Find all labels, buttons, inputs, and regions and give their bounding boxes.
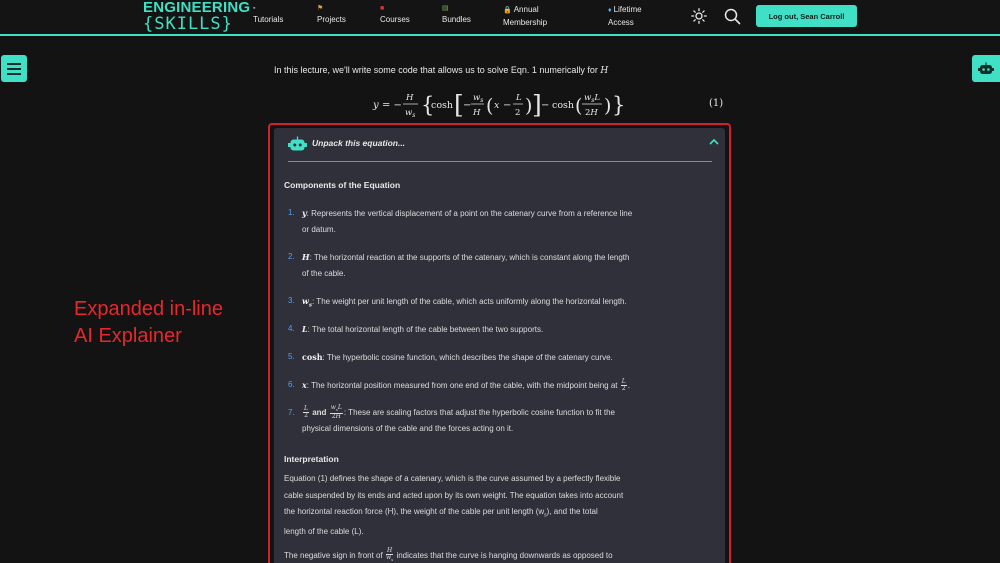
intro-text: In this lecture, we'll write some code that allows us to solve Eqn. 1 numerically for bbox=[274, 65, 598, 75]
nav-tutorials[interactable] bbox=[253, 4, 283, 26]
svg-text:cosh: cosh bbox=[431, 100, 454, 111]
svg-text:−: − bbox=[541, 100, 550, 111]
symbol: cosh bbox=[302, 352, 323, 362]
fraction-wsL-over-2H: $\frac{w_sL}{2H}$ bbox=[330, 404, 342, 421]
svg-text:): ) bbox=[604, 95, 612, 117]
svg-text:−: − bbox=[503, 100, 512, 111]
interpretation-paragraph bbox=[284, 471, 714, 541]
list-number: 3. bbox=[288, 296, 295, 305]
hamburger-menu-icon[interactable] bbox=[1, 55, 27, 82]
nav-projects-label: Projects bbox=[317, 15, 346, 24]
symbol: L bbox=[302, 324, 308, 334]
nav-lifetime-label: Lifetime bbox=[613, 5, 642, 14]
catenary-equation bbox=[370, 88, 660, 122]
theme-toggle-sun-icon[interactable] bbox=[691, 8, 707, 24]
annotation-line2: AI Explainer bbox=[74, 325, 182, 347]
svg-text:−: − bbox=[463, 100, 472, 111]
book-icon: ▪ bbox=[253, 5, 256, 12]
symbol-subscript: s bbox=[308, 302, 312, 309]
svg-text:[: [ bbox=[454, 90, 464, 119]
svg-text:ws: $w_s$ bbox=[473, 93, 484, 104]
list-number: 6. bbox=[288, 380, 295, 389]
svg-text:= −: = − bbox=[382, 100, 402, 111]
svg-text:{: { bbox=[421, 93, 435, 117]
nav-courses-label: Courses bbox=[380, 15, 410, 24]
symbol: w bbox=[302, 296, 309, 306]
list-number: 2. bbox=[288, 252, 295, 261]
item-text-cont: of the cable. bbox=[302, 269, 346, 278]
annotation-label bbox=[74, 296, 223, 350]
svg-text:H: H bbox=[473, 108, 481, 118]
nav-tutorials-label: Tutorials bbox=[253, 15, 284, 24]
logo-text-line1: ENGINEERING bbox=[143, 0, 251, 16]
svg-text:y: y bbox=[373, 100, 379, 111]
nav-access-label: Access bbox=[608, 18, 634, 27]
fraction-H-over-ws: $\frac{H}{w_s}$ bbox=[385, 547, 394, 563]
equation-number: (1) bbox=[709, 98, 724, 109]
fraction-L-over-2: $\frac{L}{2}$ bbox=[304, 405, 308, 420]
item-text: : Represents the vertical displacement of a point on the catenary curve from a reference line bbox=[306, 209, 633, 218]
svg-text:]: ] bbox=[532, 90, 542, 119]
item-text-cont: physical dimensions of the cable and the forces acting on it. bbox=[302, 424, 514, 433]
list-number: 4. bbox=[288, 324, 295, 333]
svg-text:ws: $w_s$ bbox=[405, 108, 416, 119]
svg-text:L: L bbox=[516, 93, 522, 103]
site-logo[interactable] bbox=[143, 0, 250, 33]
nav-annual-membership[interactable] bbox=[503, 4, 547, 29]
diamond-icon: ♦ bbox=[608, 7, 612, 14]
para-text-end: indicates that the curve is hanging downwards as opposed to bbox=[396, 551, 613, 560]
red-book-icon: ■ bbox=[380, 5, 385, 12]
item-text: : The horizontal reaction at the supports of the catenary, which is constant along the length bbox=[309, 253, 630, 262]
para-line: Equation (1) defines the shape of a catenary, which is the curve assumed by a perfectly flexible bbox=[284, 474, 621, 483]
negative-sign-paragraph bbox=[284, 548, 714, 563]
stack-icon: ▤ bbox=[442, 5, 449, 12]
nav-courses[interactable] bbox=[380, 4, 410, 26]
svg-text:2: 2 bbox=[515, 108, 521, 118]
nav-lifetime-access[interactable] bbox=[608, 4, 642, 29]
item-text: : The horizontal position measured from one end of the cable, with the midpoint being at bbox=[306, 381, 618, 390]
svg-text:H: H bbox=[406, 93, 414, 103]
components-heading: Components of the Equation bbox=[284, 180, 401, 190]
intro-symbol: H bbox=[600, 66, 609, 76]
para-line-tail: ), and the total bbox=[546, 507, 598, 516]
top-navigation-bar bbox=[0, 0, 1000, 36]
ai-explainer-panel: Unpack this equation... Components of the Equation 1. y: Represents the vertical displacement of a point on the catenary curve from a reference line or datum. 2. H: The horizontal reaction at the supports of the catenary, which is constant along the length of the cable. 3. $w_s$: The weight per unit length of the cable, which acts uniformly along the horizontal length. 4. L: The total horizontal length of the cable between the two supports. 5. cosh: The hyperbolic cosine function, which describes the shape of the catenary curve. 6. x: The horizontal position measured from one end of the cable, with the midpoint being at $\frac{L}{2}$ . 7. $\frac{L}{2}$ and $\frac{w_sL}{2H}$ : These are scaling factors that adjust the hyperbolic cosine function to fit the physical dimensions of the cable and the forces acting on it. Interpretation Equation (1) defines the shape of a catenary, which is the curve assumed by a perfectly flexible cable suspended by its ends and acted upon by its own weight. The equation takes into account the horizontal reaction force (H), the weight of the cable per unit length $(w_s)$, and the total length of the cable (L). The negative sign in front of $\frac{H}{w_s}$ indicates that the curve is hanging downwards as opposed to bbox=[274, 128, 725, 563]
and-text: and bbox=[312, 408, 327, 417]
chevron-up-icon[interactable] bbox=[709, 138, 719, 146]
svg-text:}: } bbox=[612, 93, 626, 117]
para-text-start: The negative sign in front of bbox=[284, 551, 383, 560]
nav-membership-label: Membership bbox=[503, 18, 548, 27]
nav-projects[interactable] bbox=[317, 4, 346, 26]
svg-text:(: ( bbox=[575, 95, 583, 117]
nav-annual-label: Annual bbox=[513, 5, 539, 14]
flag-icon: ⚑ bbox=[317, 5, 324, 12]
item-text: : The hyperbolic cosine function, which describes the shape of the catenary curve. bbox=[322, 353, 613, 362]
item-text: : The weight per unit length of the cable, which acts uniformly along the horizontal length. bbox=[312, 297, 627, 306]
list-number: 1. bbox=[288, 208, 295, 217]
logo-text-line2: {SKILLS} bbox=[143, 14, 233, 34]
svg-text:2H: 2H bbox=[585, 108, 598, 118]
svg-text:cosh: cosh bbox=[552, 100, 575, 111]
robot-icon bbox=[288, 136, 307, 152]
explainer-title: Unpack this equation... bbox=[312, 138, 406, 148]
item-text: : The total horizontal length of the cable between the two supports. bbox=[307, 325, 544, 334]
fraction-L-over-2: $\frac{L}{2}$ bbox=[621, 378, 626, 393]
svg-text:x: x bbox=[494, 100, 500, 111]
ai-assistant-robot-icon[interactable] bbox=[972, 55, 1000, 82]
logout-button[interactable]: Log out, Sean Carroll bbox=[756, 5, 857, 27]
lecture-intro bbox=[274, 65, 608, 76]
list-number: 7. bbox=[288, 408, 295, 417]
search-icon[interactable] bbox=[724, 8, 741, 25]
nav-bundles[interactable] bbox=[442, 4, 471, 26]
para-line: the horizontal reaction force (H), the weight of the cable per unit length $(w_s)$, and the total bbox=[284, 507, 598, 519]
symbol: x bbox=[302, 380, 307, 390]
symbol: y bbox=[302, 208, 307, 218]
svg-text:(: ( bbox=[486, 95, 494, 117]
svg-text:): ) bbox=[525, 95, 533, 117]
explainer-header[interactable] bbox=[288, 136, 712, 162]
para-line: length of the cable (L). bbox=[284, 527, 364, 537]
annotation-line1: Expanded in-line bbox=[74, 298, 223, 320]
symbol: H bbox=[302, 252, 310, 262]
para-line: cable suspended by its ends and acted upon by its own weight. The equation takes into account bbox=[284, 490, 624, 500]
list-number: 5. bbox=[288, 352, 295, 361]
interpretation-heading: Interpretation bbox=[284, 454, 339, 464]
para-line-text: the horizontal reaction force (H), the weight of the cable per unit length (w bbox=[284, 507, 545, 516]
lock-icon: 🔒 bbox=[503, 7, 512, 14]
nav-bundles-label: Bundles bbox=[442, 15, 471, 24]
item-text-cont: or datum. bbox=[302, 225, 336, 234]
item-text: : These are scaling factors that adjust the hyperbolic cosine function to fit the bbox=[343, 408, 615, 417]
svg-text:wsL: $w_sL$ bbox=[584, 93, 601, 104]
